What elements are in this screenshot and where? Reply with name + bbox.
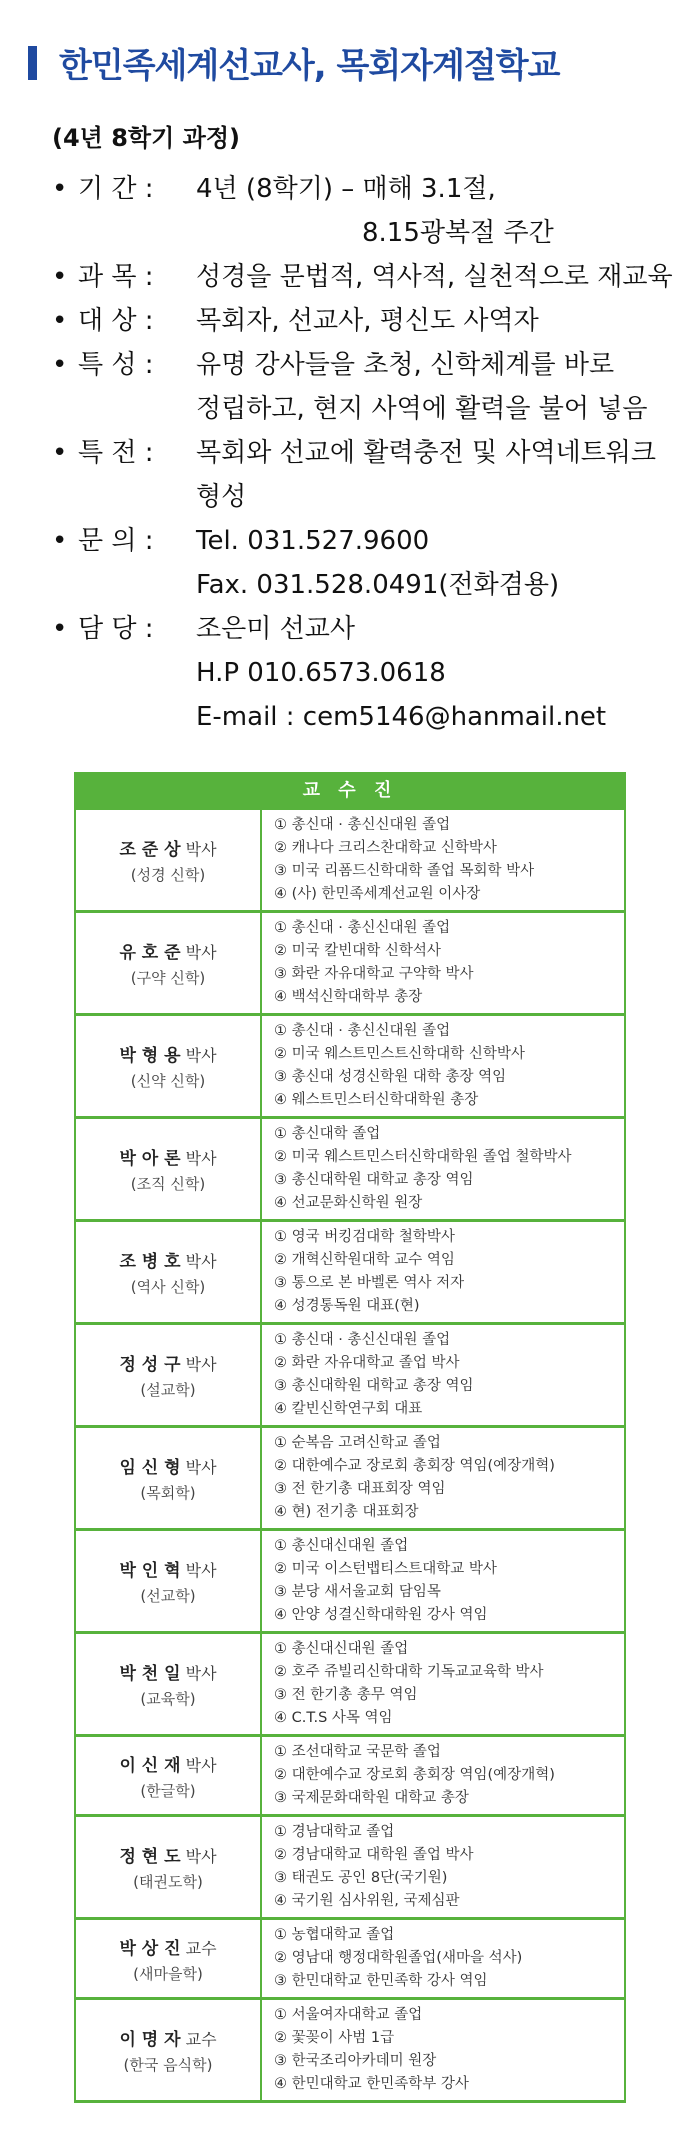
credential-line: ④ 한민대학교 한민족학부 강사 [274, 2076, 469, 2092]
faculty-name-line [77, 1453, 259, 1478]
faculty-table-header: 교 수 진 [74, 772, 626, 810]
credential-line: ③ 태권도 공인 8단(국기원) [274, 1870, 448, 1886]
info-label: 기 간 : [78, 174, 154, 204]
faculty-title: 박사 [185, 1755, 217, 1775]
faculty-name-line [77, 835, 259, 860]
credential-line: ④ C.T.S 사목 역임 [274, 1710, 393, 1726]
faculty-name: 박 아 론 [119, 1149, 181, 1169]
faculty-name-line [77, 1659, 259, 1684]
bullet-icon: • [52, 350, 68, 380]
credential-line: ① 총신대신대원 졸업 [274, 1538, 409, 1554]
faculty-name: 임 신 형 [119, 1458, 181, 1478]
faculty-credentials [261, 1633, 625, 1736]
credential-line: ② 미국 칼빈대학 신학석사 [274, 943, 441, 959]
credential-line: ③ 화란 자유대학교 구약학 박사 [274, 966, 474, 982]
credential-line: ① 총신대 · 총신신대원 졸업 [274, 1023, 451, 1039]
credential-line: ④ 선교문화신학원 원장 [274, 1195, 423, 1211]
faculty-name: 유 호 준 [119, 943, 181, 963]
credential-line: ② 경남대학교 대학원 졸업 박사 [274, 1847, 474, 1863]
info-value [196, 431, 682, 519]
info-value-line: E-mail : cem5146@hanmail.net [196, 702, 607, 732]
faculty-row [75, 912, 625, 1015]
info-item [52, 167, 682, 255]
faculty-field: (한국 음식학) [123, 2056, 213, 2074]
info-value-line: 조은미 선교사 [196, 614, 355, 644]
faculty-name-line [77, 1350, 259, 1375]
title-accent-bar [28, 46, 37, 80]
credential-line: ② 미국 웨스트민스터신학대학원 졸업 철학박사 [274, 1149, 572, 1165]
course-length: (4년 8학기 과정) [52, 124, 240, 152]
faculty-name: 박 인 혁 [119, 1561, 181, 1581]
page-header [28, 38, 559, 87]
info-value-line: 정립하고, 현지 사역에 활력을 불어 넣음 [196, 394, 648, 424]
faculty-name-cell [75, 1999, 261, 2102]
faculty-row [75, 1427, 625, 1530]
credential-line: ③ 총신대학원 대학교 총장 역임 [274, 1378, 474, 1394]
faculty-title: 박사 [185, 1252, 217, 1271]
faculty-credentials [261, 1427, 625, 1530]
credential-line: ③ 전 한기총 총무 역임 [274, 1687, 418, 1703]
info-item [52, 299, 682, 343]
faculty-name: 이 명 자 [119, 2030, 181, 2050]
credential-line: ③ 국제문화대학원 대학교 총장 [274, 1790, 469, 1806]
credential-line: ④ 웨스트민스터신학대학원 총장 [274, 1092, 479, 1108]
info-label: 특 성 : [78, 350, 154, 380]
credential-line: ③ 총신대 성경신학원 대학 총장 역임 [274, 1069, 507, 1085]
faculty-name-line [77, 1144, 259, 1169]
info-value [196, 299, 682, 343]
faculty-name-cell [75, 1919, 261, 1999]
credential-line: ② 미국 이스턴뱁티스트대학교 박사 [274, 1561, 497, 1577]
faculty-name-line [77, 938, 259, 963]
info-label: 과 목 : [78, 262, 154, 292]
credential-line: ② 대한예수교 장로회 총회장 역임(예장개혁) [274, 1767, 555, 1783]
info-section [52, 118, 682, 739]
faculty-field: (역사 신학) [130, 1278, 206, 1296]
info-item [52, 519, 682, 607]
faculty-name-line [77, 1842, 259, 1867]
faculty-title: 박사 [185, 1847, 217, 1866]
faculty-credentials [261, 912, 625, 1015]
info-label: 대 상 : [78, 306, 154, 336]
credential-line: ③ 미국 리폼드신학대학 졸업 목회학 박사 [274, 863, 535, 879]
info-value [196, 607, 682, 739]
credential-line: ④ (사) 한민족세계선교원 이사장 [274, 886, 481, 902]
faculty-credentials [261, 1919, 625, 1999]
faculty-name: 조 준 상 [119, 840, 181, 860]
credential-line: ② 화란 자유대학교 졸업 박사 [274, 1355, 460, 1371]
faculty-title: 박사 [185, 1149, 217, 1168]
faculty-field: (한글학) [140, 1781, 196, 1800]
faculty-title: 박사 [185, 840, 217, 859]
credential-line: ① 총신대 · 총신신대원 졸업 [274, 920, 451, 936]
faculty-row [75, 1633, 625, 1736]
faculty-title: 교수 [185, 1938, 217, 1958]
info-value-line: 4년 (8학기) – 매해 3.1절, [196, 174, 496, 204]
faculty-credentials [261, 1530, 625, 1633]
credential-line: ③ 총신대학원 대학교 총장 역임 [274, 1172, 474, 1188]
faculty-field: (조직 신학) [130, 1175, 206, 1193]
credential-line: ③ 한국조리아카데미 원장 [274, 2053, 437, 2069]
info-value-line: 목회와 선교에 활력충전 및 사역네트워크 [196, 438, 657, 468]
credential-line: ② 꽃꽂이 사범 1급 [274, 2030, 395, 2046]
info-value-line: 유명 강사들을 초청, 신학체계를 바로 [196, 350, 615, 380]
faculty-title: 박사 [185, 943, 217, 962]
bullet-icon: • [52, 174, 68, 204]
faculty-name-cell [75, 1427, 261, 1530]
credential-line: ① 서울여자대학교 졸업 [274, 2007, 423, 2023]
faculty-credentials [261, 1736, 625, 1816]
info-item [52, 607, 682, 739]
faculty-name-cell [75, 1633, 261, 1736]
faculty-name: 정 성 구 [119, 1355, 181, 1375]
faculty-row [75, 810, 625, 912]
faculty-title: 박사 [185, 1355, 217, 1374]
info-value [196, 343, 682, 431]
credential-line: ② 영남대 행정대학원졸업(새마을 석사) [274, 1950, 523, 1966]
faculty-row [75, 1324, 625, 1427]
info-item [52, 343, 682, 431]
page-title: 한민족세계선교사, 목회자계절학교 [59, 46, 560, 86]
faculty-name: 박 형 용 [119, 1046, 181, 1066]
bullet-icon: • [52, 526, 68, 556]
credential-line: ① 총신대신대원 졸업 [274, 1641, 409, 1657]
faculty-name: 박 상 진 [119, 1938, 181, 1959]
faculty-name-cell [75, 1736, 261, 1816]
info-value-line: 목회자, 선교사, 평신도 사역자 [196, 306, 539, 336]
faculty-name-line [77, 1247, 259, 1272]
faculty-row [75, 1736, 625, 1816]
credential-line: ④ 안양 성결신학대학원 강사 역임 [274, 1607, 488, 1623]
credential-line: ① 영국 버킹검대학 철학박사 [274, 1229, 455, 1245]
info-value [196, 167, 682, 255]
info-item [52, 431, 682, 519]
faculty-name: 박 천 일 [119, 1664, 181, 1684]
credential-line: ④ 칼빈신학연구회 대표 [274, 1401, 423, 1417]
credential-line: ① 순복음 고려신학교 졸업 [274, 1435, 441, 1451]
bullet-icon: • [52, 306, 68, 336]
credential-line: ① 조선대학교 국문학 졸업 [274, 1744, 441, 1760]
faculty-row [75, 1118, 625, 1221]
info-value-line: 형성 [196, 482, 247, 512]
info-value-line: Fax. 031.528.0491(전화겸용) [196, 570, 560, 600]
faculty-title: 박사 [185, 1664, 217, 1683]
faculty-name-cell [75, 1530, 261, 1633]
faculty-row [75, 1221, 625, 1324]
credential-line: ② 개혁신학원대학 교수 역임 [274, 1252, 455, 1268]
credential-line: ① 총신대 · 총신신대원 졸업 [274, 817, 451, 833]
faculty-credentials [261, 1324, 625, 1427]
faculty-table [74, 772, 626, 2103]
info-value [196, 519, 682, 607]
credential-line: ② 캐나다 크리스찬대학교 신학박사 [274, 840, 497, 856]
faculty-name-line [77, 1556, 259, 1581]
credential-line: ③ 통으로 본 바벨론 역사 저자 [274, 1275, 465, 1291]
credential-line: ② 미국 웨스트민스트신학대학 신학박사 [274, 1046, 525, 1062]
credential-line: ④ 백석신학대학부 총장 [274, 989, 423, 1005]
faculty-name-cell [75, 1118, 261, 1221]
faculty-name-cell [75, 912, 261, 1015]
faculty-credentials [261, 1015, 625, 1118]
info-label: 문 의 : [78, 526, 154, 556]
faculty-name-line [77, 1751, 259, 1776]
bullet-icon: • [52, 614, 68, 644]
credential-line: ④ 국기원 심사위원, 국제심판 [274, 1893, 460, 1909]
credential-line: ③ 분당 새서울교회 담임목 [274, 1584, 441, 1600]
faculty-field: (성경 신학) [130, 866, 206, 884]
faculty-name-line [77, 2025, 259, 2050]
faculty-table-body [75, 810, 625, 2102]
faculty-credentials [261, 1999, 625, 2102]
info-value-line: Tel. 031.527.9600 [196, 526, 430, 556]
faculty-name-cell [75, 810, 261, 912]
faculty-row [75, 1816, 625, 1919]
faculty-name-cell [75, 1015, 261, 1118]
faculty-name-cell [75, 1221, 261, 1324]
credential-line: ④ 현) 전기총 대표회장 [274, 1504, 419, 1520]
credential-line: ① 총신대학 졸업 [274, 1126, 381, 1142]
faculty-field: (설교학) [140, 1381, 196, 1399]
credential-line: ② 대한예수교 장로회 총회장 역임(예장개혁) [274, 1458, 555, 1474]
faculty-name: 조 병 호 [119, 1252, 181, 1272]
faculty-credentials [261, 1816, 625, 1919]
faculty-field: (선교학) [140, 1587, 196, 1605]
info-label: 담 당 : [78, 614, 154, 644]
faculty-field: (태권도학) [133, 1873, 203, 1891]
faculty-name-cell [75, 1324, 261, 1427]
faculty-title: 교수 [185, 2030, 217, 2049]
faculty-name-cell [75, 1816, 261, 1919]
faculty-field: (교육학) [140, 1690, 196, 1708]
faculty-row [75, 1530, 625, 1633]
credential-line: ④ 성경통독원 대표(현) [274, 1298, 420, 1314]
faculty-credentials [261, 810, 625, 912]
bullet-icon: • [52, 438, 68, 468]
credential-line: ③ 전 한기총 대표회장 역임 [274, 1481, 446, 1497]
faculty-field: (신약 신학) [130, 1072, 206, 1090]
faculty-credentials [261, 1221, 625, 1324]
credential-line: ① 농협대학교 졸업 [274, 1927, 395, 1943]
faculty-credentials [261, 1118, 625, 1221]
faculty-title: 박사 [185, 1561, 217, 1580]
faculty-field: (구약 신학) [130, 969, 206, 987]
faculty-row [75, 1919, 625, 1999]
faculty-field: (목회학) [140, 1484, 196, 1502]
faculty-title: 박사 [185, 1458, 217, 1477]
info-value-line: H.P 010.6573.0618 [196, 658, 446, 688]
faculty-row [75, 1999, 625, 2102]
faculty-name-line [77, 1041, 259, 1066]
faculty-name: 이 신 재 [119, 1755, 181, 1776]
faculty-title: 박사 [185, 1046, 217, 1065]
credential-line: ③ 한민대학교 한민족학 강사 역임 [274, 1973, 488, 1989]
info-value [196, 255, 682, 299]
bullet-icon: • [52, 262, 68, 292]
info-item [52, 255, 682, 299]
faculty-name-line [77, 1934, 259, 1959]
info-label: 특 전 : [78, 438, 154, 468]
credential-line: ① 경남대학교 졸업 [274, 1824, 395, 1840]
faculty-field: (새마을학) [133, 1964, 203, 1983]
faculty-name: 정 현 도 [119, 1847, 181, 1867]
credential-line: ① 총신대 · 총신신대원 졸업 [274, 1332, 451, 1348]
info-list [52, 167, 682, 739]
info-value-line: 8.15광복절 주간 [362, 218, 554, 248]
faculty-row [75, 1015, 625, 1118]
info-value-line: 성경을 문법적, 역사적, 실천적으로 재교육 [196, 262, 673, 292]
credential-line: ② 호주 쥬빌리신학대학 기독교교육학 박사 [274, 1664, 544, 1680]
